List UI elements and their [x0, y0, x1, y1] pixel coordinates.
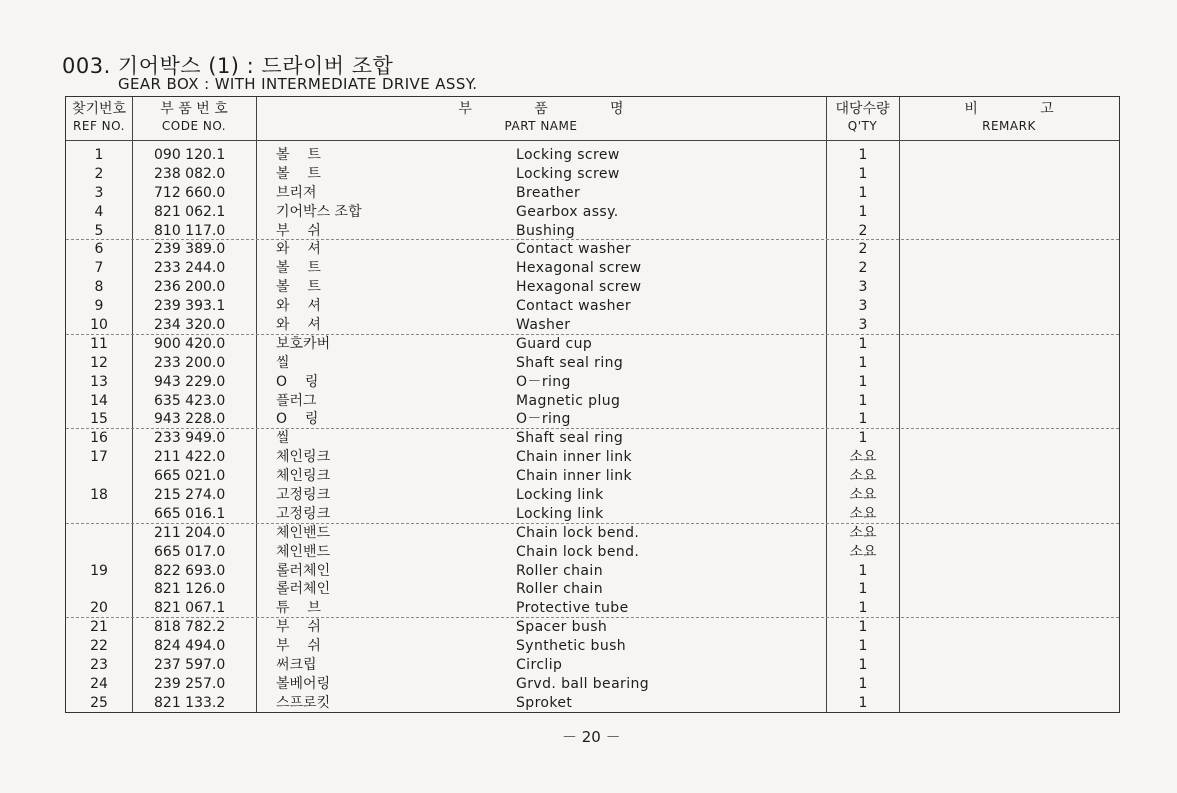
code-cell: 821 133.2 [154, 694, 226, 711]
ref-cell: 17 [90, 449, 108, 466]
qty-cell: 3 [858, 279, 868, 296]
code-cell: 211 204.0 [154, 524, 226, 541]
ref-cell: 6 [94, 241, 104, 258]
name-ko-cell: 볼베어링 [276, 675, 331, 692]
header-divider [66, 140, 1119, 141]
table-row [66, 354, 1119, 373]
table-row [66, 580, 1119, 599]
code-cell: 234 320.0 [154, 317, 226, 334]
code-cell: 238 082.0 [154, 165, 226, 182]
ref-cell: 1 [94, 147, 104, 163]
ref-cell: 16 [90, 430, 108, 447]
ref-cell: 10 [90, 317, 108, 334]
header-code-en: CODE NO. [161, 119, 227, 133]
ref-cell: 18 [90, 487, 108, 504]
qty-cell: 1 [858, 694, 868, 711]
table-row [66, 543, 1119, 562]
name-ko-cell: 롤러체인 [276, 581, 331, 598]
code-cell: 239 257.0 [154, 675, 226, 692]
qty-cell: 소요 [849, 487, 877, 504]
header-remark [899, 101, 1119, 135]
name-en-cell: Gearbox assy. [516, 203, 619, 220]
code-cell: 236 200.0 [154, 279, 226, 296]
name-ko-cell: 볼 트 [276, 147, 321, 163]
qty-cell: 3 [858, 317, 868, 334]
name-en-cell: Shaft seal ring [516, 354, 624, 371]
name-en-cell: Contact washer [516, 298, 632, 315]
qty-cell: 1 [858, 335, 868, 352]
name-ko-cell: 체인밴드 [276, 524, 331, 541]
table-row [66, 448, 1119, 467]
name-en-cell: Chain lock bend. [516, 524, 640, 541]
name-ko-cell: 와 셔 [276, 317, 321, 334]
header-code [132, 101, 256, 135]
name-ko-cell: 부 쉬 [276, 222, 321, 239]
header-ref [66, 101, 132, 135]
name-ko-cell: 플러그 [276, 392, 317, 409]
table-row [66, 618, 1119, 637]
name-ko-cell: 체인링크 [276, 449, 331, 466]
qty-cell: 1 [858, 619, 868, 636]
code-cell: 810 117.0 [154, 222, 226, 239]
name-ko-cell: 고정링크 [276, 487, 331, 504]
name-en-cell: Contact washer [516, 241, 632, 258]
table-row [66, 410, 1119, 429]
table-row [66, 505, 1119, 524]
ref-cell: 13 [90, 373, 108, 390]
code-cell: 824 494.0 [154, 638, 226, 655]
name-en-cell: Magnetic plug [516, 392, 621, 409]
name-ko-cell: 부 쉬 [276, 619, 321, 636]
qty-cell: 1 [858, 638, 868, 655]
name-en-cell: Sproket [516, 694, 573, 711]
table-row [66, 637, 1119, 656]
name-en-cell: Locking screw [516, 147, 620, 163]
table-row [66, 429, 1119, 448]
code-cell: 665 016.1 [154, 505, 226, 522]
qty-cell: 1 [858, 354, 868, 371]
name-ko-cell: 볼 트 [276, 279, 321, 296]
qty-cell: 1 [858, 373, 868, 390]
qty-cell: 소요 [849, 543, 877, 560]
name-en-cell: Protective tube [516, 600, 629, 617]
name-ko-cell: 고정링크 [276, 505, 331, 522]
header-qty-en: Q'TY [847, 119, 878, 133]
header-code-ko: 부 품 번 호 [160, 101, 228, 117]
header-ref-en: REF NO. [73, 119, 125, 133]
name-ko-cell: 스프로킷 [276, 694, 331, 711]
name-en-cell: Bushing [516, 222, 576, 239]
code-cell: 635 423.0 [154, 392, 226, 409]
name-ko-cell: O 링 [276, 373, 319, 390]
name-en-cell: Roller chain [516, 581, 603, 598]
name-ko-cell: 튜 브 [276, 600, 321, 617]
name-ko-cell: 기어박스 조합 [276, 203, 362, 220]
name-en-cell: Hexagonal screw [516, 260, 642, 277]
name-ko-cell: 체인밴드 [276, 543, 331, 560]
ref-cell: 2 [94, 165, 104, 182]
page-title: 003. 기어박스 (1) : 드라이버 조합 [62, 54, 394, 78]
table-row [66, 467, 1119, 486]
ref-cell: 22 [90, 638, 108, 655]
header-name-en: PART NAME [504, 119, 578, 133]
code-cell: 821 062.1 [154, 203, 226, 220]
ref-cell: 11 [90, 335, 108, 352]
table-row [66, 694, 1119, 713]
parts-table [65, 96, 1120, 713]
header-remark-ko: 비 고 [964, 101, 1054, 117]
name-en-cell: Roller chain [516, 562, 603, 579]
name-ko-cell: 부 쉬 [276, 638, 321, 655]
qty-cell: 1 [858, 147, 868, 163]
ref-cell: 4 [94, 203, 104, 220]
qty-cell: 소요 [849, 449, 877, 466]
header-remark-en: REMARK [982, 119, 1036, 133]
name-ko-cell: 볼 트 [276, 260, 321, 277]
table-row [66, 675, 1119, 694]
qty-cell: 1 [858, 184, 868, 201]
qty-cell: 2 [858, 241, 868, 258]
table-row [66, 297, 1119, 316]
code-cell: 233 244.0 [154, 260, 226, 277]
qty-cell: 1 [858, 392, 868, 409]
name-en-cell: Chain lock bend. [516, 543, 640, 560]
ref-cell: 7 [94, 260, 104, 277]
code-cell: 239 393.1 [154, 298, 226, 315]
table-row [66, 373, 1119, 392]
header-qty [826, 101, 899, 135]
code-cell: 237 597.0 [154, 657, 226, 674]
table-row [66, 240, 1119, 259]
name-en-cell: Breather [516, 184, 581, 201]
name-ko-cell: 씰 [276, 430, 290, 447]
table-row [66, 656, 1119, 675]
table-row [66, 335, 1119, 354]
code-cell: 821 126.0 [154, 581, 226, 598]
qty-cell: 1 [858, 600, 868, 617]
table-row [66, 146, 1119, 165]
name-ko-cell: 와 셔 [276, 298, 321, 315]
name-ko-cell: O 링 [276, 411, 319, 428]
qty-cell: 1 [858, 411, 868, 428]
code-cell: 233 200.0 [154, 354, 226, 371]
name-ko-cell: 롤러체인 [276, 562, 331, 579]
table-row [66, 278, 1119, 297]
name-ko-cell: 체인링크 [276, 468, 331, 485]
name-ko-cell: 보호카버 [276, 335, 331, 352]
ref-cell: 12 [90, 354, 108, 371]
name-en-cell: Spacer bush [516, 619, 608, 636]
name-en-cell: Shaft seal ring [516, 430, 624, 447]
code-cell: 821 067.1 [154, 600, 226, 617]
name-ko-cell: 볼 트 [276, 165, 321, 182]
qty-cell: 2 [858, 260, 868, 277]
ref-cell: 19 [90, 562, 108, 579]
table-row [66, 562, 1119, 581]
table-row [66, 165, 1119, 184]
ref-cell: 3 [94, 184, 104, 201]
qty-cell: 1 [858, 562, 868, 579]
ref-cell: 15 [90, 411, 108, 428]
name-en-cell: O－ring [516, 411, 571, 428]
ref-cell: 14 [90, 392, 108, 409]
table-row [66, 392, 1119, 411]
qty-cell: 2 [858, 222, 868, 239]
qty-cell: 1 [858, 165, 868, 182]
table-row [66, 486, 1119, 505]
ref-cell: 21 [90, 619, 108, 636]
code-cell: 239 389.0 [154, 241, 226, 258]
name-en-cell: Synthetic bush [516, 638, 627, 655]
code-cell: 665 017.0 [154, 543, 226, 560]
ref-cell: 5 [94, 222, 104, 239]
qty-cell: 1 [858, 203, 868, 220]
code-cell: 215 274.0 [154, 487, 226, 504]
code-cell: 943 228.0 [154, 411, 226, 428]
name-en-cell: Grvd. ball bearing [516, 675, 650, 692]
ref-cell: 9 [94, 298, 104, 315]
name-en-cell: Locking screw [516, 165, 620, 182]
name-en-cell: Guard cup [516, 335, 593, 352]
qty-cell: 3 [858, 298, 868, 315]
ref-cell: 20 [90, 600, 108, 617]
qty-cell: 소요 [849, 468, 877, 485]
qty-cell: 1 [858, 581, 868, 598]
name-en-cell: Circlip [516, 657, 563, 674]
table-row [66, 259, 1119, 278]
code-cell: 090 120.1 [154, 147, 226, 163]
code-cell: 822 693.0 [154, 562, 226, 579]
qty-cell: 소요 [849, 524, 877, 541]
page-subtitle: GEAR BOX : WITH INTERMEDIATE DRIVE ASSY. [118, 75, 478, 93]
header-name [256, 101, 826, 135]
code-cell: 818 782.2 [154, 619, 226, 636]
table-row [66, 222, 1119, 241]
name-en-cell: Chain inner link [516, 449, 633, 466]
page-number: － 20 － [562, 728, 621, 746]
table-row [66, 203, 1119, 222]
code-cell: 943 229.0 [154, 373, 226, 390]
name-en-cell: Locking link [516, 487, 604, 504]
table-row [66, 184, 1119, 203]
name-ko-cell: 와 셔 [276, 241, 321, 258]
code-cell: 665 021.0 [154, 468, 226, 485]
qty-cell: 1 [858, 675, 868, 692]
code-cell: 900 420.0 [154, 335, 226, 352]
name-ko-cell: 써크립 [276, 657, 317, 674]
table-row [66, 316, 1119, 335]
ref-cell: 25 [90, 694, 108, 711]
ref-cell: 23 [90, 657, 108, 674]
qty-cell: 1 [858, 430, 868, 447]
name-en-cell: Hexagonal screw [516, 279, 642, 296]
name-en-cell: O－ring [516, 373, 571, 390]
table-body [66, 146, 1119, 713]
qty-cell: 소요 [849, 505, 877, 522]
header-name-ko: 부 품 명 [458, 101, 624, 117]
table-row [66, 599, 1119, 618]
name-ko-cell: 씰 [276, 354, 290, 371]
header-qty-ko: 대당수량 [835, 101, 890, 117]
ref-cell: 24 [90, 675, 108, 692]
code-cell: 712 660.0 [154, 184, 226, 201]
qty-cell: 1 [858, 657, 868, 674]
code-cell: 211 422.0 [154, 449, 226, 466]
header-ref-ko: 찾기번호 [71, 101, 127, 117]
table-row [66, 524, 1119, 543]
ref-cell: 8 [94, 279, 104, 296]
name-en-cell: Chain inner link [516, 468, 633, 485]
name-en-cell: Locking link [516, 505, 604, 522]
name-ko-cell: 브리져 [276, 184, 317, 201]
name-en-cell: Washer [516, 317, 571, 334]
code-cell: 233 949.0 [154, 430, 226, 447]
